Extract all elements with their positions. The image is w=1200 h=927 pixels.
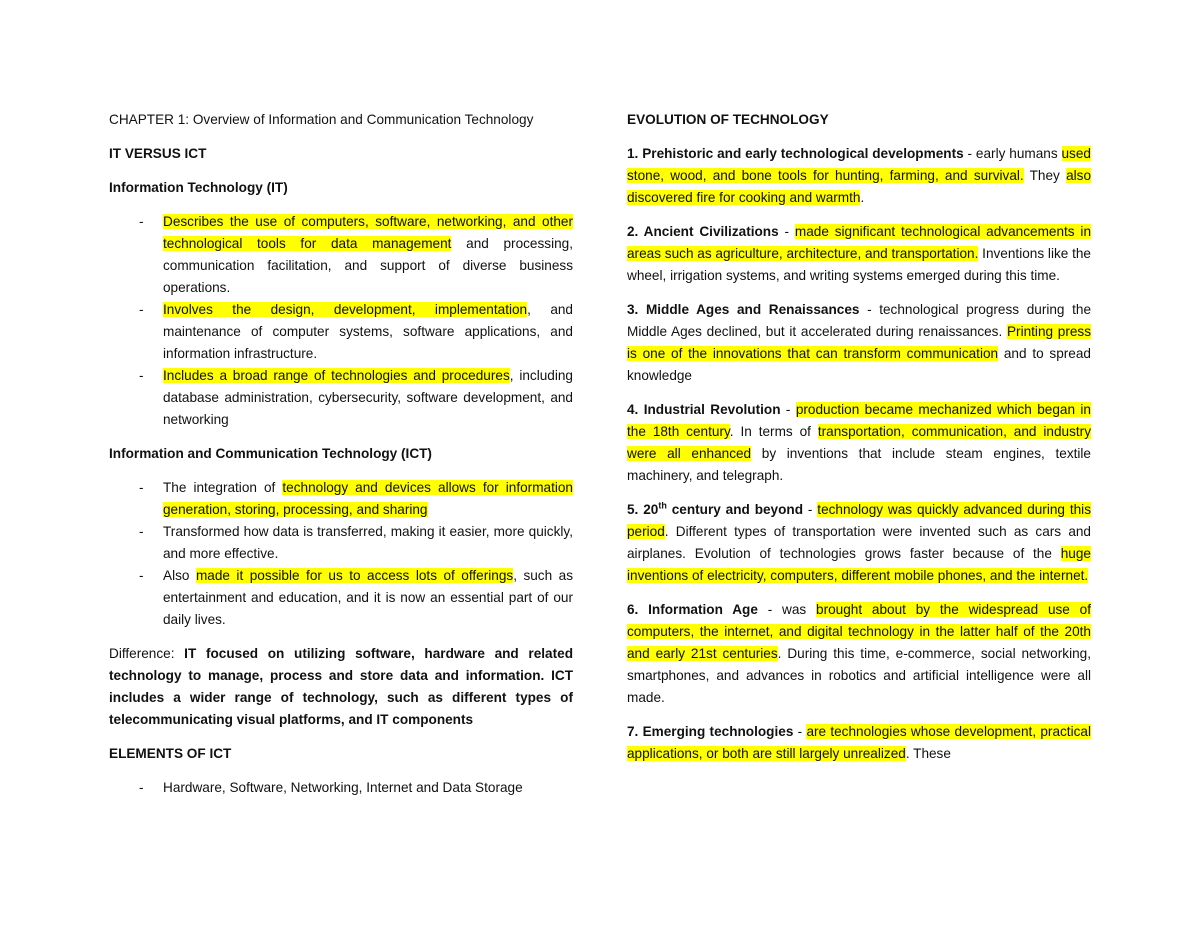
list-item	[109, 365, 573, 431]
list-item	[109, 211, 573, 299]
item-text: and to spread knowledge	[627, 346, 1091, 383]
ict-list	[109, 477, 573, 631]
section-heading-elements: ELEMENTS OF ICT	[109, 746, 232, 761]
difference-label: Difference:	[109, 646, 175, 661]
it-list	[109, 211, 573, 431]
section-heading-it-vs-ict: IT VERSUS ICT	[109, 146, 207, 161]
list-item-text: Hardware, Software, Networking, Internet and Data Storage	[163, 780, 523, 795]
item-text: . In terms of	[729, 424, 818, 439]
list-item-text: , such as entertainment and education, and it is now an essential part of our daily lives.	[163, 568, 573, 627]
left-column	[109, 109, 573, 799]
list-item	[109, 299, 573, 365]
item-text: - was	[757, 602, 817, 617]
item-text: -	[778, 224, 795, 239]
item-title: 1. Prehistoric and early technological developments	[627, 146, 964, 161]
difference-paragraph	[109, 643, 573, 731]
evolution-item-6	[627, 599, 1091, 709]
dash-bullet: -	[139, 568, 144, 583]
chapter-title: CHAPTER 1: Overview of Information and Communication Technology	[109, 112, 534, 127]
highlighted-text: Describes the use of computers, software, networking, and other technological tools for data management	[163, 214, 573, 251]
item-text: - technological progress during the Middle Ages declined, but it accelerated during renaissances.	[627, 302, 1091, 339]
item-text: - early humans	[963, 146, 1062, 161]
list-item	[109, 521, 573, 565]
list-item-text: and processing, communication facilitation, and support of diverse business operations.	[163, 236, 574, 295]
evolution-item-3	[627, 299, 1091, 387]
evolution-item-4	[627, 399, 1091, 487]
item-title	[627, 502, 803, 517]
elements-list	[109, 777, 573, 799]
highlighted-text: made it possible for us to access lots of offerings	[195, 568, 514, 583]
item-text: -	[793, 724, 807, 739]
list-item-text: , and maintenance of computer systems, software applications, and information infrastructure.	[163, 302, 573, 361]
item-text: .	[860, 190, 865, 205]
item-text: . During this time, e-commerce, social networking, smartphones, and advances in robotics and artificial intelligence were all made.	[627, 646, 1091, 705]
highlighted-text: used stone, wood, and bone tools for hunting, farming, and survival.	[627, 146, 1091, 183]
item-text: by inventions that include steam engines, textile machinery, and telegraph.	[627, 446, 1091, 483]
dash-bullet: -	[139, 780, 144, 795]
item-title-rest: century and beyond	[666, 502, 804, 517]
dash-bullet: -	[139, 480, 144, 495]
highlighted-text: Involves the design, development, implementation	[163, 302, 528, 317]
evolution-item-5	[627, 499, 1091, 587]
item-title-superscript: th	[658, 500, 667, 511]
highlighted-text: transportation, communication, and industry were all enhanced	[627, 424, 1091, 461]
dash-bullet: -	[139, 368, 144, 383]
evolution-item-1	[627, 143, 1091, 209]
item-title: 6. Information Age	[627, 602, 758, 617]
subheading-ict: Information and Communication Technology (ICT)	[109, 446, 432, 461]
list-item-text: , including database administration, cybersecurity, software development, and networking	[163, 368, 573, 427]
section-heading-evolution: EVOLUTION OF TECHNOLOGY	[627, 112, 829, 127]
item-text: . These	[905, 746, 951, 761]
list-item	[109, 777, 573, 799]
highlighted-text: technology and devices allows for information generation, storing, processing, and sharing	[163, 480, 573, 517]
item-text: -	[803, 502, 818, 517]
dash-bullet: -	[139, 524, 144, 539]
dash-bullet: -	[139, 214, 144, 229]
item-title-number: 5. 20	[627, 502, 659, 517]
item-title: 3. Middle Ages and Renaissances	[627, 302, 860, 317]
subheading-it: Information Technology (IT)	[109, 180, 288, 195]
item-text: -	[780, 402, 796, 417]
item-title: 7. Emerging technologies	[627, 724, 794, 739]
list-item-text: Also	[163, 568, 196, 583]
list-item	[109, 565, 573, 631]
item-text: Inventions like the wheel, irrigation systems, and writing systems emerged during this time.	[627, 246, 1091, 283]
highlighted-text: production became mechanized which began in the 18th century	[627, 402, 1091, 439]
evolution-item-2	[627, 221, 1091, 287]
dash-bullet: -	[139, 302, 144, 317]
highlighted-text: Includes a broad range of technologies and procedures	[163, 368, 510, 383]
list-item-text: Transformed how data is transferred, making it easier, more quickly, and more effective.	[163, 524, 573, 561]
highlighted-text: Printing press is one of the innovations that can transform communication	[627, 324, 1092, 361]
highlighted-text: brought about by the widespread use of computers, the internet, and digital technology in the latter half of the 20th and early 21st centuries	[627, 602, 1091, 661]
highlighted-text: technology was quickly advanced during this period	[627, 502, 1091, 539]
highlighted-text: made significant technological advancements in areas such as agriculture, architecture, and transportation.	[627, 224, 1092, 261]
list-item	[109, 477, 573, 521]
highlighted-text: are technologies whose development, practical applications, or both are still largely unrealized	[627, 724, 1091, 761]
highlighted-text: also discovered fire for cooking and warmth	[627, 168, 1091, 205]
item-text: They	[1023, 168, 1067, 183]
item-text: . Different types of transportation were invented such as cars and airplanes. Evolution of technologies grows faster because of the	[627, 524, 1091, 561]
item-title: 2. Ancient Civilizations	[627, 224, 779, 239]
right-column	[627, 109, 1091, 765]
evolution-item-7	[627, 721, 1091, 765]
list-item-text: The integration of	[163, 480, 283, 495]
difference-text: IT focused on utilizing software, hardware and related technology to manage, process and store data and information. ICT includes a wider range of technology, such as different types of telecommunicating visual platforms, and IT components	[109, 646, 573, 727]
item-title: 4. Industrial Revolution	[627, 402, 781, 417]
highlighted-text: huge inventions of electricity, computers, different mobile phones, and the internet.	[627, 546, 1091, 583]
